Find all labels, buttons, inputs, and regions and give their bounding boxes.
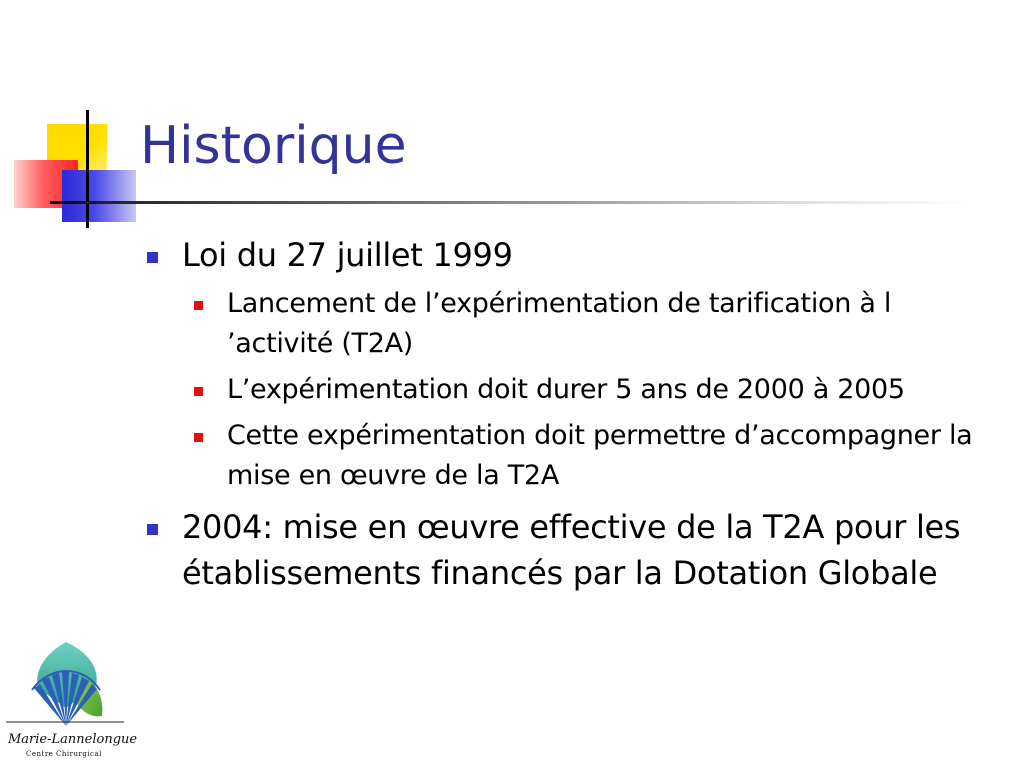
square-bullet-icon xyxy=(147,252,158,263)
bullet-item xyxy=(145,232,1005,278)
slide-title: Historique xyxy=(140,116,407,176)
decoration-blue-block xyxy=(62,170,136,222)
logo-name: Marie-Lannelongue xyxy=(8,732,138,747)
logo-subtitle: Centre Chirurgical xyxy=(26,750,102,758)
title-underline xyxy=(50,201,970,204)
bullet-text: 2004: mise en œuvre effective de la T2A pour les établissements financés par la Dotation Globale xyxy=(182,508,961,592)
sub-bullet-item xyxy=(188,370,1005,410)
sub-bullet-text: Lancement de l’expérimentation de tarification à l ’activité (T2A) xyxy=(227,288,892,359)
square-bullet-icon xyxy=(194,301,203,310)
shell-logo-icon xyxy=(4,638,138,734)
sub-bullet-item xyxy=(188,416,1005,496)
bullet-text: Loi du 27 juillet 1999 xyxy=(182,236,513,274)
hospital-logo xyxy=(4,638,138,762)
sub-bullet-list xyxy=(188,284,1005,496)
square-bullet-icon xyxy=(194,387,203,396)
sub-bullet-text: Cette expérimentation doit permettre d’accompagner la mise en œuvre de la T2A xyxy=(227,420,973,491)
square-bullet-icon xyxy=(194,433,203,442)
bullet-list xyxy=(145,232,1005,596)
sub-bullet-text: L’expérimentation doit durer 5 ans de 2000 à 2005 xyxy=(227,374,905,405)
decoration-vertical-line xyxy=(86,110,89,228)
square-bullet-icon xyxy=(147,524,158,535)
sub-bullet-item xyxy=(188,284,1005,364)
bullet-item xyxy=(145,504,1005,596)
